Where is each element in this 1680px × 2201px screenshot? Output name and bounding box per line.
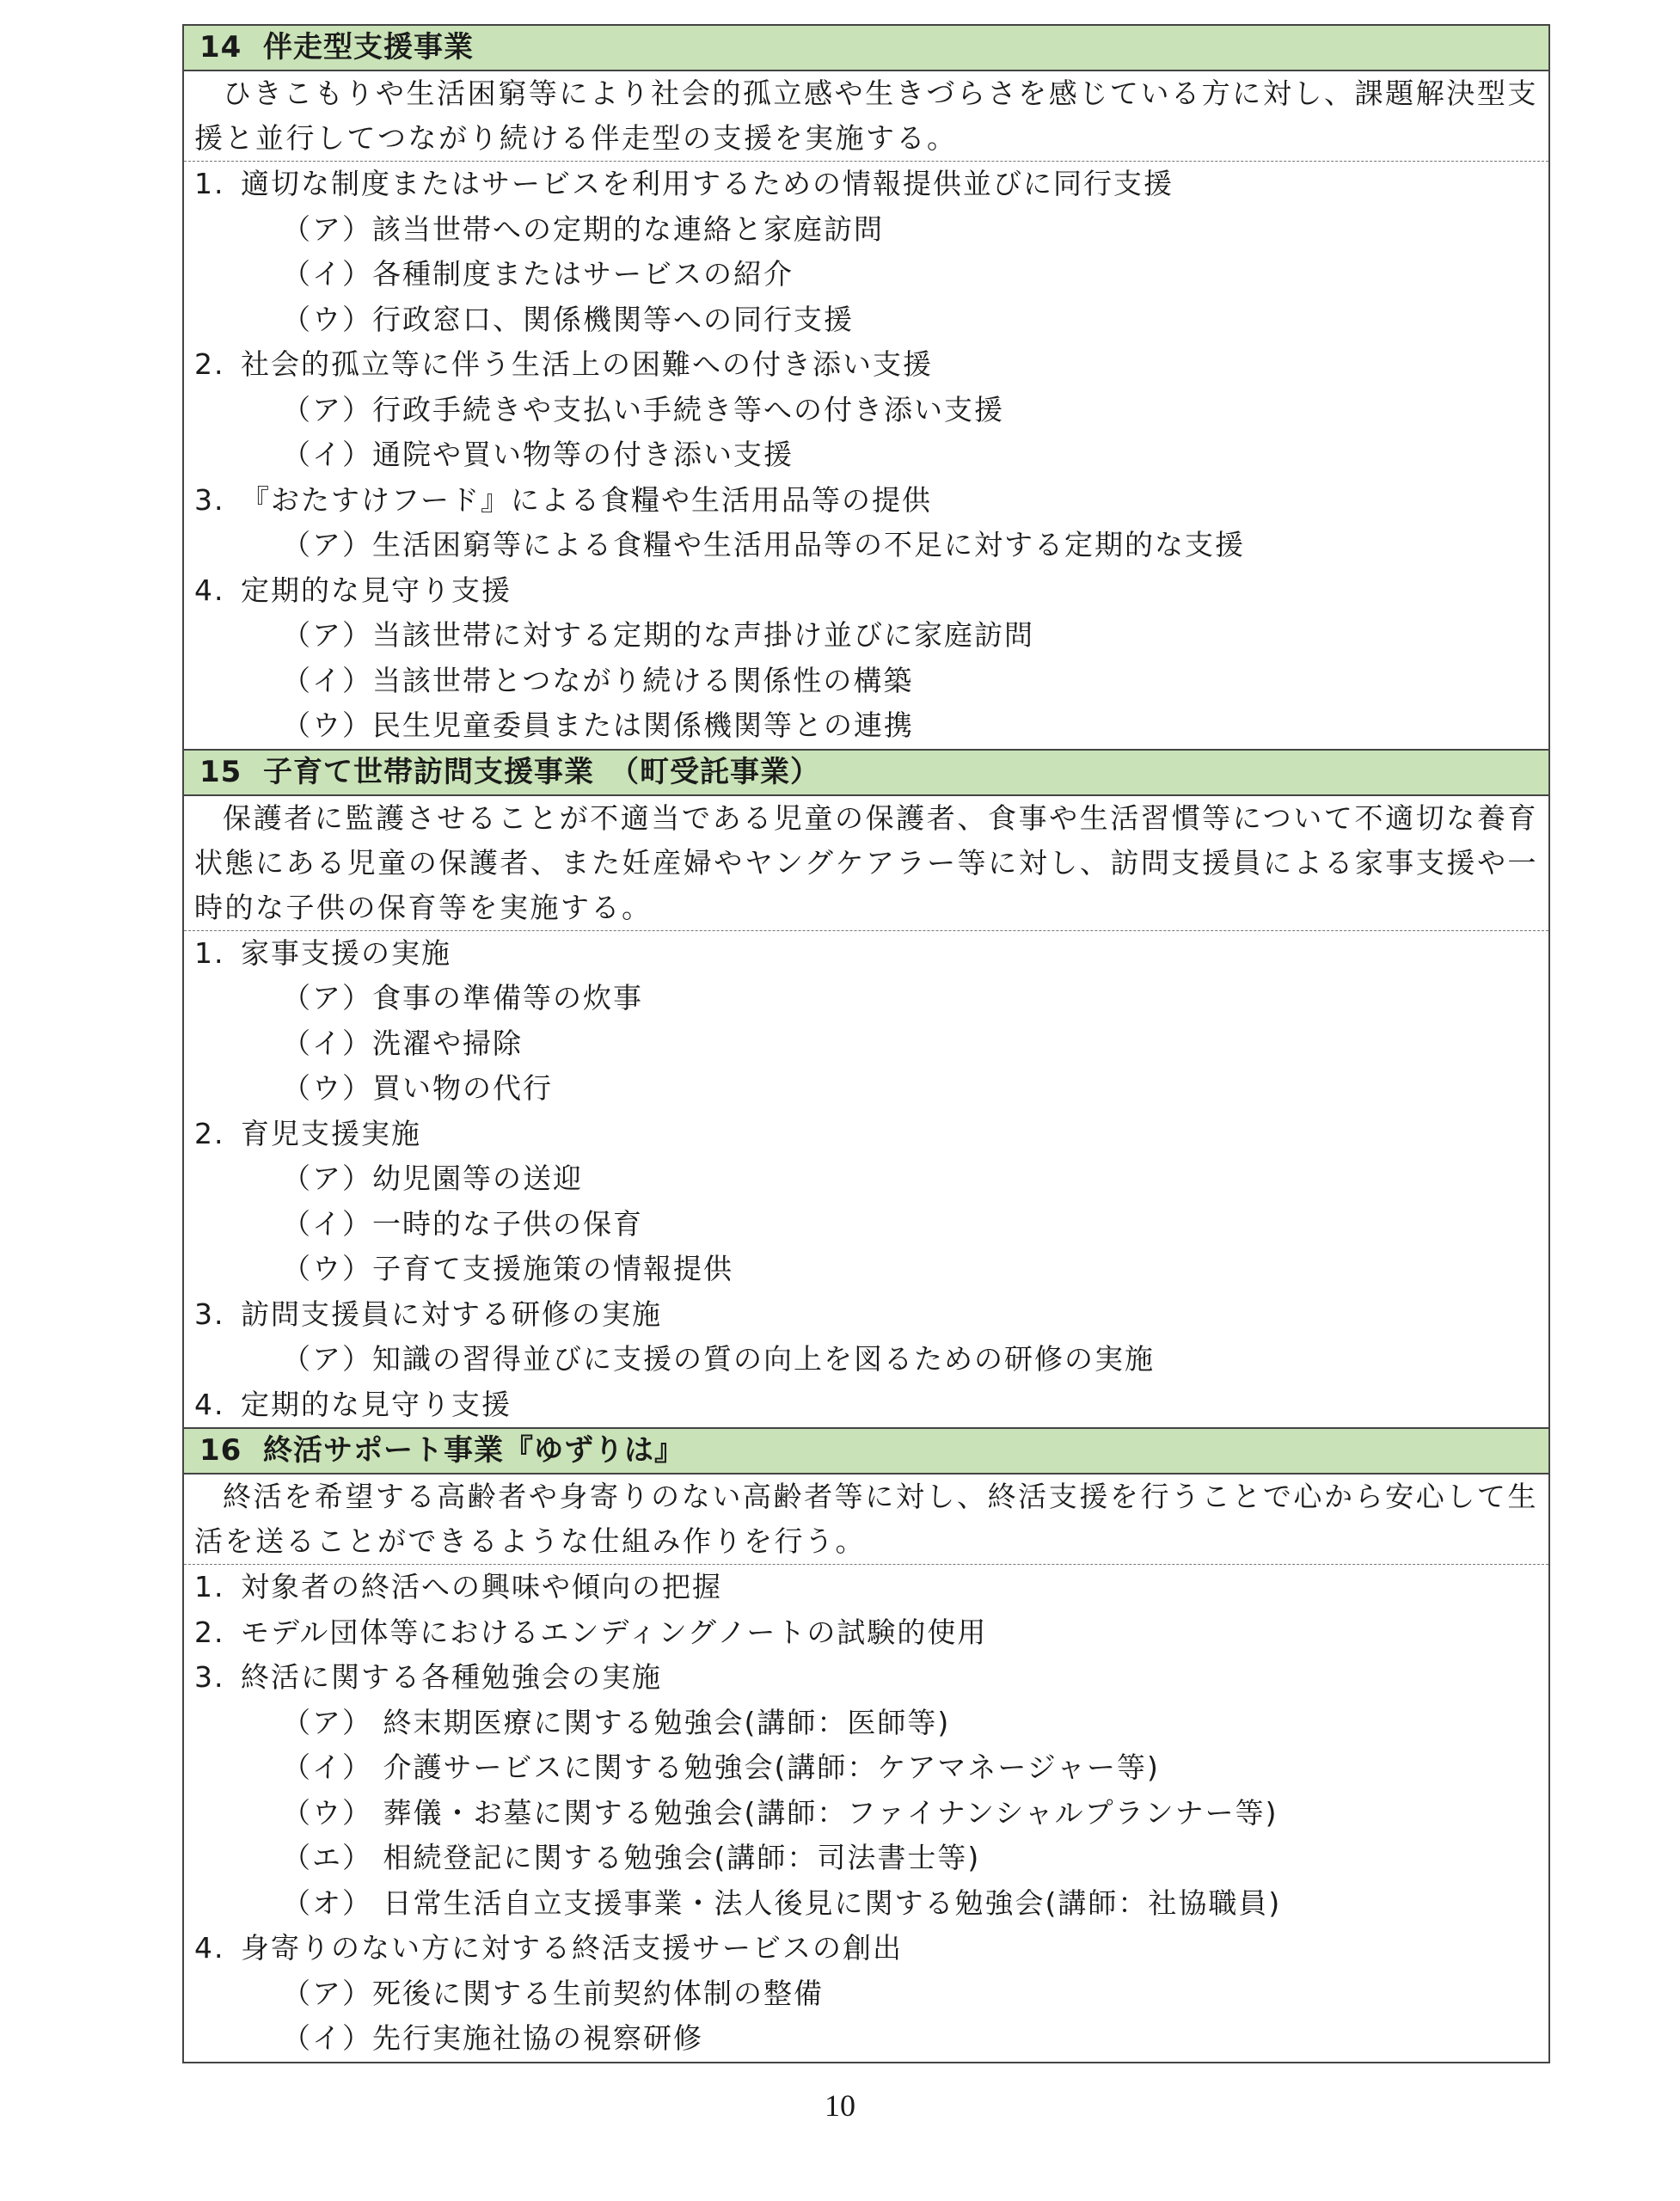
item-text: 適切な制度またはサービスを利用するための情報提供並びに同行支援 — [241, 167, 1174, 200]
item-number: 4. — [194, 573, 225, 607]
list-item — [194, 1565, 1538, 1610]
list-item — [194, 1655, 1538, 1701]
list-item — [194, 931, 1538, 977]
item-number: 2. — [194, 1615, 225, 1649]
section-number: 16 — [199, 1433, 242, 1468]
list-item — [194, 342, 1538, 388]
section-title: 子育て世帯訪問支援事業 （町受託事業） — [263, 754, 820, 789]
item-number: 2. — [194, 347, 225, 381]
list-item — [194, 162, 1538, 207]
item-text: 社会的孤立等に伴う生活上の困難への付き添い支援 — [241, 347, 933, 381]
list-item — [194, 478, 1538, 524]
item-list — [184, 162, 1548, 749]
document-table — [182, 24, 1550, 2063]
item-text: 訪問支援員に対する研修の実施 — [241, 1297, 662, 1331]
section-number: 15 — [199, 754, 242, 789]
sub-item: （イ）洗濯や掃除 — [282, 1026, 523, 1060]
sub-item: （ア）幼児園等の送迎 — [282, 1162, 583, 1195]
section-title: 伴走型支援事業 — [263, 30, 474, 64]
intro-text: ひきこもりや生活困窮等により社会的孤立感や生きづらさを感じている方に対し、課題解決型支援と並行してつながり続ける伴走型の支援を実施する。 — [194, 77, 1539, 155]
item-number: 1. — [194, 1570, 225, 1603]
section-15 — [184, 749, 1548, 1428]
sub-item: （ア） 終末期医療に関する勉強会(講師：医師等) — [282, 1705, 951, 1739]
item-number: 2. — [194, 1116, 225, 1150]
section-intro — [184, 1474, 1548, 1565]
item-text: 定期的な見守り支援 — [241, 1387, 512, 1421]
item-number: 3. — [194, 1660, 225, 1694]
item-number: 3. — [194, 1297, 225, 1331]
section-header — [184, 26, 1548, 71]
sub-item: （ア）死後に関する生前契約体制の整備 — [282, 1976, 824, 2010]
sub-item: （イ）一時的な子供の保育 — [282, 1206, 643, 1241]
item-list — [184, 1565, 1548, 2062]
item-text: 身寄りのない方に対する終活支援サービスの創出 — [241, 1931, 903, 1965]
item-text: 終活に関する各種勉強会の実施 — [241, 1660, 662, 1694]
item-text: 対象者の終活への興味や傾向の把握 — [241, 1570, 722, 1603]
sub-item: （ア）当該世帯に対する定期的な声掛け並びに家庭訪問 — [282, 618, 1034, 652]
sub-item: （イ）各種制度またはサービスの紹介 — [282, 257, 794, 291]
sub-item: （ウ） 葬儀・お墓に関する勉強会(講師：ファイナンシャルプランナー等) — [282, 1795, 1278, 1830]
item-text: 『おたすけフード』による食糧や生活用品等の提供 — [241, 482, 933, 517]
sub-item: （ア）生活困窮等による食糧や生活用品等の不足に対する定期的な支援 — [282, 528, 1245, 561]
list-item — [194, 568, 1538, 614]
item-number: 3. — [194, 482, 225, 517]
section-number: 14 — [199, 30, 242, 64]
item-text: 家事支援の実施 — [241, 935, 451, 970]
sub-item: （ウ）買い物の代行 — [282, 1071, 553, 1105]
list-item — [194, 1383, 1538, 1428]
item-text: 定期的な見守り支援 — [241, 573, 512, 607]
sub-item: （オ） 日常生活自立支援事業・法人後見に関する勉強会(講師：社協職員) — [282, 1885, 1282, 1920]
list-item — [194, 1292, 1538, 1338]
sub-item: （イ）当該世帯とつながり続ける関係性の構築 — [282, 663, 914, 697]
item-number: 1. — [194, 935, 225, 970]
sub-item: （エ） 相続登記に関する勉強会(講師：司法書士等) — [282, 1841, 981, 1874]
sub-item: （ア）行政手続きや支払い手続き等への付き添い支援 — [282, 392, 1004, 426]
sub-item: （イ）通院や買い物等の付き添い支援 — [282, 438, 794, 471]
item-number: 4. — [194, 1931, 225, 1965]
item-number: 4. — [194, 1387, 225, 1421]
sub-item: （ア）該当世帯への定期的な連絡と家庭訪問 — [282, 212, 884, 246]
section-title: 終活サポート事業『ゆずりは』 — [263, 1433, 684, 1468]
section-intro — [184, 71, 1548, 162]
page-number: 10 — [825, 2088, 855, 2123]
item-list — [184, 931, 1548, 1428]
item-text: 育児支援実施 — [241, 1116, 421, 1150]
sub-item: （イ） 介護サービスに関する勉強会(講師：ケアマネージャー等) — [282, 1750, 1160, 1784]
intro-text: 保護者に監護させることが不適当である児童の保護者、食事や生活習慣等について不適切な養育状態にある児童の保護者、また妊産婦やヤングケアラー等に対し、訪問支援員による家事支援や一時的な子供の保育等を実施する。 — [194, 800, 1538, 924]
list-item — [194, 1926, 1538, 1971]
sub-item: （イ）先行実施社協の視察研修 — [282, 2021, 703, 2055]
sub-item: （ア）食事の準備等の炊事 — [282, 981, 643, 1015]
list-item — [194, 1610, 1538, 1656]
section-header — [184, 751, 1548, 796]
sub-item: （ウ）子育て支援施策の情報提供 — [282, 1252, 733, 1285]
sub-item: （ウ）行政窓口、関係機関等への同行支援 — [282, 302, 854, 336]
item-text: モデル団体等におけるエンディングノートの試験的使用 — [241, 1615, 988, 1649]
section-16 — [184, 1427, 1548, 2062]
section-header — [184, 1429, 1548, 1474]
list-item — [194, 1112, 1538, 1157]
item-number: 1. — [194, 167, 225, 200]
section-14 — [184, 26, 1548, 749]
sub-item: （ア）知識の習得並びに支援の質の向上を図るための研修の実施 — [282, 1342, 1155, 1376]
intro-text: 終活を希望する高齢者や身寄りのない高齢者等に対し、終活支援を行うことで心から安心して生活を送ることができるような仕組み作りを行う。 — [194, 1480, 1538, 1558]
section-intro — [184, 796, 1548, 931]
sub-item: （ウ）民生児童委員または関係機関等との連携 — [282, 708, 914, 742]
